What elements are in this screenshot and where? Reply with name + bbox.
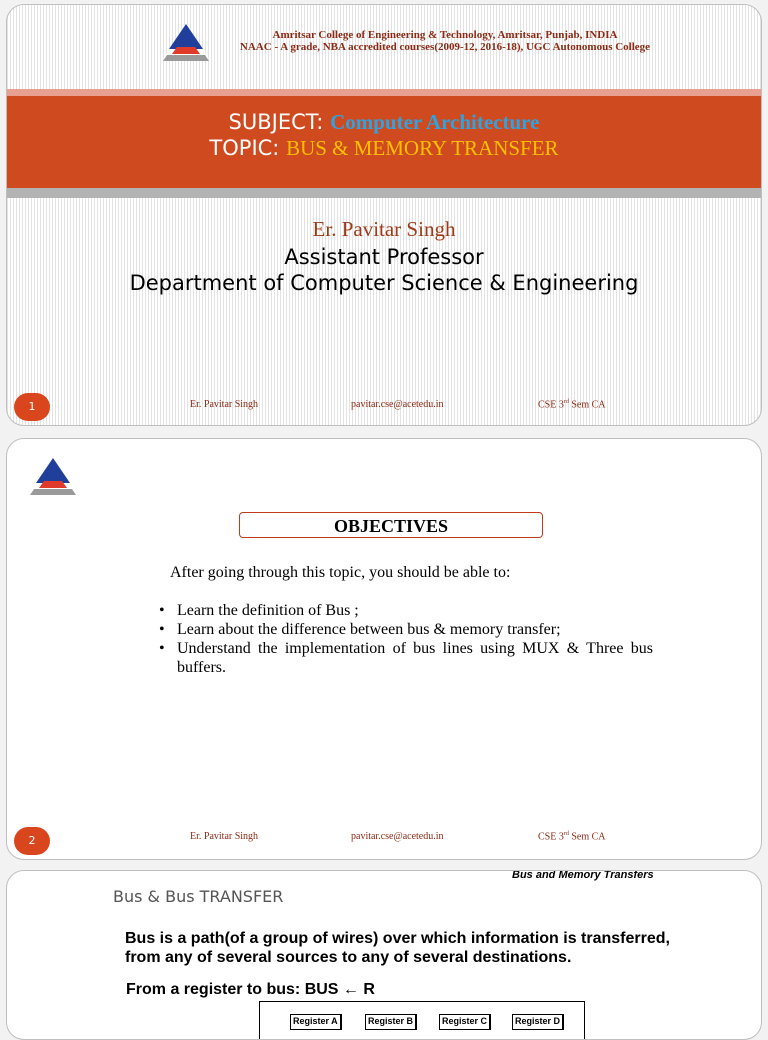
slide-1[interactable] [6,4,762,426]
slide-number-badge: 2 [14,827,50,855]
objectives-list [157,601,653,677]
running-title: Bus and Memory Transfers [512,870,654,881]
footer-email: pavitar.cse@acetedu.in [351,399,444,410]
list-item: • Learn about the difference between bus & memory transfer; [157,620,653,639]
register-a-box: Register A [290,1014,342,1030]
objectives-heading: OBJECTIVES [239,512,543,538]
bus-definition: Bus is a path(of a group of wires) over which information is transferred, from any of several sources to any of several destinations. [125,930,670,966]
topic-line [7,135,761,161]
register-c-box: Register C [439,1014,491,1030]
footer-course: CSE 3rd Sem CA [538,399,606,411]
college-header [225,29,665,53]
objectives-intro: After going through this topic, you should be able to: [170,564,511,581]
subject-value: Computer Architecture [330,110,540,134]
footer-author: Er. Pavitar Singh [190,399,259,410]
slide-title: Bus & Bus TRANSFER [113,887,284,906]
register-b-box: Register B [365,1014,417,1030]
list-item: • Understand the implementation of bus lines using MUX & Three bus buffers. [157,639,653,677]
register-diagram [259,1001,585,1040]
slide-number-badge: 1 [14,393,50,421]
accreditation-line: NAAC - A grade, NBA accredited courses(2009-12, 2016-18), UGC Autonomous College [239,41,651,53]
topic-label: TOPIC: [209,136,280,160]
college-logo-icon [26,455,80,497]
subject-line [7,109,761,135]
register-d-box: Register D [512,1014,564,1030]
author-role: Assistant Professor [284,245,484,269]
slide-3[interactable] [6,870,762,1040]
slide-2[interactable] [6,438,762,860]
footer-course: CSE 3rd Sem CA [538,831,606,843]
author-department: Department of Computer Science & Engineering [129,271,639,295]
college-logo-icon [159,21,213,63]
author-name: Er. Pavitar Singh [312,217,456,241]
subject-label: SUBJECT: [228,110,324,134]
list-item: • Learn the definition of Bus ; [157,601,653,620]
banner-top-stripe [7,89,761,96]
banner-bottom-stripe [7,188,761,198]
college-name: Amritsar College of Engineering & Technology, Amritsar, Punjab, INDIA [272,29,618,41]
footer-email: pavitar.cse@acetedu.in [351,831,444,842]
register-to-bus-text: From a register to bus: BUS ← R [126,981,375,998]
topic-value: BUS & MEMORY TRANSFER [286,136,559,160]
footer-author: Er. Pavitar Singh [190,831,259,842]
